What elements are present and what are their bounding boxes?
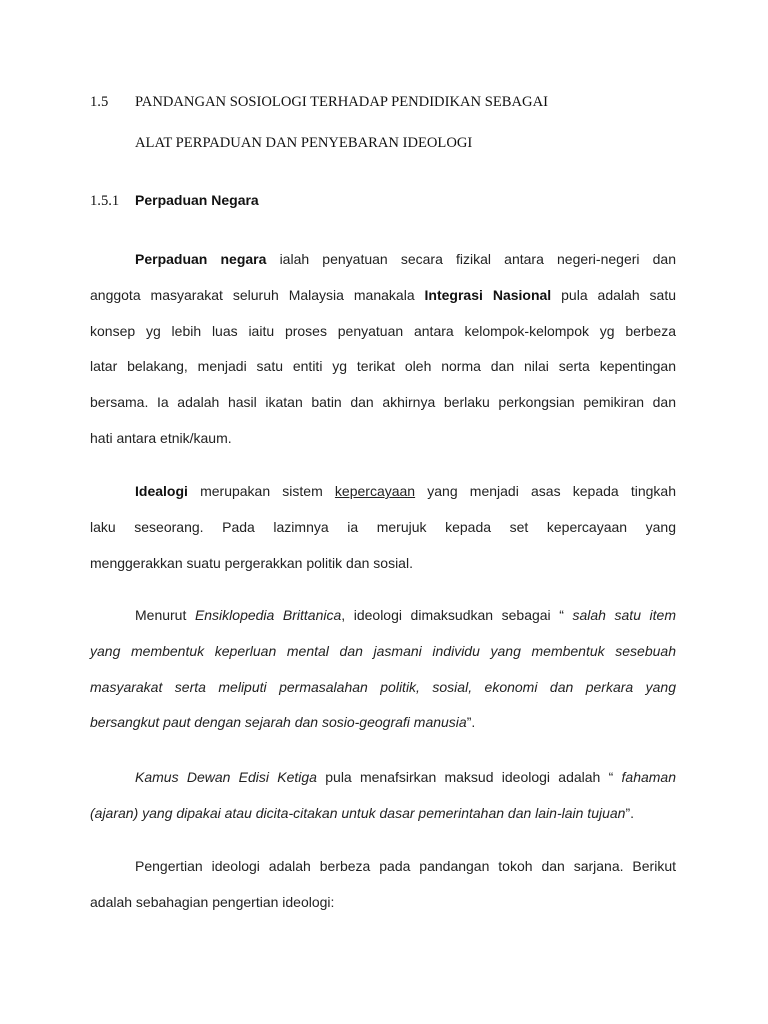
paragraph-ensiklopedia: Menurut Ensiklopedia Brittanica, ideologi dimaksudkan sebagai “ salah satu item yang membentuk keperluan mental dan jasmani individu yang membentuk sesebuah masyarakat serta meliputi permasalahan politik, sosial, ekonomi dan perkara yang bersangkut paut dengan sejarah dan sosio-geografi manusia”. [90, 607, 677, 731]
paragraph-pengertian: Pengertian ideologi adalah berbeza pada pandangan tokoh dan sarjana. Berikut adalah sebahagian pengertian ideologi: [90, 858, 676, 910]
source-kamus-dewan: Kamus Dewan Edisi Ketiga [135, 769, 317, 785]
section-heading-1-5 [90, 94, 548, 111]
term-idealogi: Idealogi [135, 483, 188, 499]
paragraph-idealogi: Idealogi merupakan sistem kepercayaan yang menjadi asas kepada tingkah laku seseorang. Pada lazimnya ia merujuk kepada set kepercayaan yang menggerakkan suatu pergerakkan politik dan sosial. [90, 483, 676, 571]
subsection-title: Perpaduan Negara [135, 192, 259, 208]
section-title-line-2: ALAT PERPADUAN DAN PENYEBARAN IDEOLOGI [135, 135, 473, 151]
paragraph-kamus-dewan: Kamus Dewan Edisi Ketiga pula menafsirkan maksud ideologi adalah “ fahaman (ajaran) yang dipakai atau dicita-citakan untuk dasar pemerintahan dan lain-lain tujuan”. [90, 769, 677, 821]
section-number: 1.5 [90, 94, 109, 110]
term-perpaduan-negara: Perpaduan negara [135, 251, 267, 267]
paragraph-perpaduan-negara: Perpaduan negara ialah penyatuan secara fizikal antara negeri-negeri dan anggota masyarakat seluruh Malaysia manakala Integrasi Nasional pula adalah satu konsep yg lebih luas iaitu proses penyatuan antara kelompok-kelompok yg berbeza latar belakang, menjadi satu entiti yg terikat oleh norma dan nilai serta kepentingan bersama. Ia adalah hasil ikatan batin dan akhirnya berlaku perkongsian pemikiran dan hati antara etnik/kaum. [90, 251, 677, 446]
source-ensiklopedia: Ensiklopedia Brittanica [194, 607, 342, 623]
link-kepercayaan[interactable]: kepercayaan [334, 483, 416, 499]
subsection-heading-1-5-1 [90, 192, 259, 210]
subsection-number: 1.5.1 [90, 193, 120, 209]
section-title-line-1: PANDANGAN SOSIOLOGI TERHADAP PENDIDIKAN SEBAGAI [135, 94, 548, 110]
term-integrasi-nasional: Integrasi Nasional [424, 286, 552, 303]
